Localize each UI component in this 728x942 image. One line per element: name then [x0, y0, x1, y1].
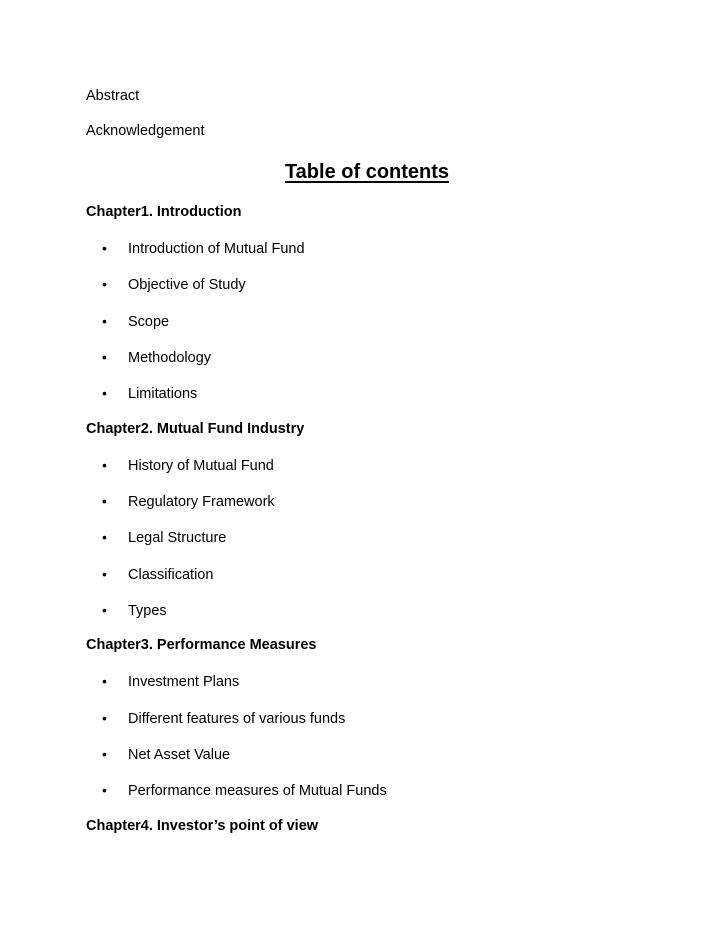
chapter-4-title: Chapter4. Investor’s point of view: [86, 818, 319, 834]
bullet-icon: •: [102, 673, 107, 689]
list-item-text: Regulatory Framework: [128, 494, 275, 510]
chapter-2-item-2: [102, 492, 275, 511]
bullet-icon: •: [102, 385, 107, 401]
list-item-text: Performance measures of Mutual Funds: [128, 783, 387, 799]
chapter-1-item-1: [102, 239, 305, 258]
list-item-text: Methodology: [128, 350, 212, 366]
bullet-icon: •: [102, 313, 107, 329]
bullet-icon: •: [102, 493, 107, 509]
chapter-1-item-4: [102, 348, 211, 367]
list-item-text: Limitations: [128, 386, 198, 402]
chapter-1-title: Chapter1. Introduction: [86, 204, 242, 220]
list-item-text: Different features of various funds: [128, 711, 346, 727]
list-item-text: Objective of Study: [128, 277, 246, 293]
list-item-text: Net Asset Value: [128, 747, 231, 763]
chapter-1-item-5: [102, 384, 197, 403]
toc-title-text: Table of contents: [284, 161, 450, 183]
bullet-icon: •: [102, 782, 107, 798]
list-item-text: Scope: [128, 314, 170, 330]
chapter-3-item-1: [102, 672, 239, 691]
bullet-icon: •: [102, 276, 107, 292]
bullet-icon: •: [102, 602, 107, 618]
chapter-2-item-1: [102, 456, 274, 475]
chapter-1-item-3: [102, 312, 169, 331]
chapter-1-item-2: [102, 275, 246, 294]
bullet-icon: •: [102, 349, 107, 365]
bullet-icon: •: [102, 529, 107, 545]
list-item-text: Legal Structure: [128, 530, 227, 546]
bullet-icon: •: [102, 566, 107, 582]
bullet-icon: •: [102, 746, 107, 762]
chapter-3-item-4: [102, 781, 387, 800]
acknowledgement-heading: Acknowledgement: [86, 123, 205, 139]
list-item-text: Classification: [128, 567, 214, 583]
list-item-text: Introduction of Mutual Fund: [128, 241, 305, 257]
chapter-3-item-2: [102, 709, 345, 728]
bullet-icon: •: [102, 457, 107, 473]
list-item-text: History of Mutual Fund: [128, 458, 274, 474]
list-item-text: Types: [128, 603, 167, 619]
chapter-2-title: Chapter2. Mutual Fund Industry: [86, 421, 305, 437]
chapter-2-item-3: [102, 528, 226, 547]
abstract-heading: Abstract: [86, 88, 140, 104]
toc-title: [0, 159, 728, 185]
chapter-3-title: Chapter3. Performance Measures: [86, 637, 317, 653]
list-item-text: Investment Plans: [128, 674, 240, 690]
bullet-icon: •: [102, 710, 107, 726]
chapter-2-item-4: [102, 565, 213, 584]
chapter-3-item-3: [102, 745, 230, 764]
bullet-icon: •: [102, 240, 107, 256]
chapter-2-item-5: [102, 601, 167, 620]
